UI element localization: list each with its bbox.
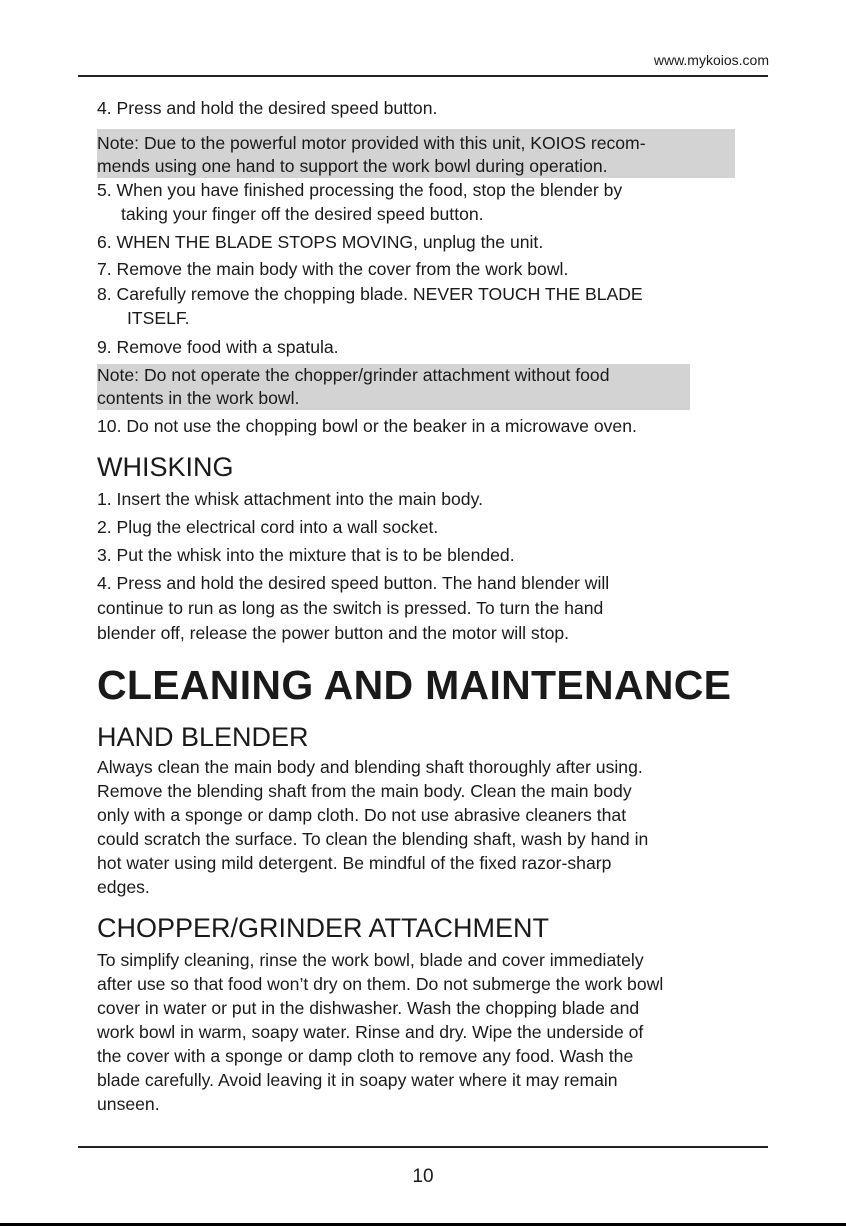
step-text: 8. Carefully remove the chopping blade. NEVER TOUCH THE BLADE [97, 284, 643, 304]
body-line: only with a sponge or damp cloth. Do not use abrasive cleaners that [97, 805, 627, 825]
step-text: 7. Remove the main body with the cover from the work bowl. [97, 259, 569, 279]
step-text: 6. WHEN THE BLADE STOPS MOVING, unplug the unit. [97, 232, 544, 252]
website-url: www.mykoios.com [653, 52, 769, 68]
body-line: blade carefully. Avoid leaving it in soapy water where it may remain [97, 1070, 618, 1090]
step-text: 3. Put the whisk into the mixture that is to be blended. [97, 545, 515, 565]
note-text: contents in the work bowl. [97, 388, 300, 408]
body-line: To simplify cleaning, rinse the work bowl, blade and cover immediately [97, 950, 644, 970]
step-text: taking your finger off the desired speed button. [121, 204, 484, 224]
step-text: 2. Plug the electrical cord into a wall socket. [97, 517, 439, 537]
body-line: Remove the blending shaft from the main body. Clean the main body [97, 781, 632, 801]
page-title: CLEANING AND MAINTENANCE [97, 662, 732, 708]
step-text: 1. Insert the whisk attachment into the main body. [97, 489, 483, 509]
step-text: ITSELF. [127, 308, 190, 328]
section-heading-whisking: WHISKING [97, 452, 234, 482]
section-heading-chopper: CHOPPER/GRINDER ATTACHMENT [97, 913, 550, 943]
page-number: 10 [412, 1166, 434, 1187]
step-text: continue to run as long as the switch is pressed. To turn the hand [97, 598, 604, 618]
step-text: 9. Remove food with a spatula. [97, 337, 339, 357]
body-line: the cover with a sponge or damp cloth to remove any food. Wash the [97, 1046, 634, 1066]
step-text: 4. Press and hold the desired speed button. The hand blender will [97, 573, 610, 593]
body-line: cover in water or put in the dishwasher. Wash the chopping blade and [97, 998, 640, 1018]
section-heading-hand-blender: HAND BLENDER [97, 722, 309, 752]
note-text: Note: Due to the powerful motor provided with this unit, KOIOS recom- [97, 133, 646, 153]
step-text: 4. Press and hold the desired speed button. [97, 98, 438, 118]
note-text: mends using one hand to support the work bowl during operation. [97, 156, 608, 176]
body-line: could scratch the surface. To clean the blending shaft, wash by hand in [97, 829, 649, 849]
body-line: unseen. [97, 1094, 160, 1114]
footer-rule [78, 1146, 768, 1148]
step-text: 10. Do not use the chopping bowl or the beaker in a microwave oven. [97, 416, 637, 436]
body-line: hot water using mild detergent. Be mindful of the fixed razor-sharp [97, 853, 612, 873]
note-text: Note: Do not operate the chopper/grinder attachment without food [97, 365, 610, 385]
header-rule [78, 75, 768, 77]
body-line: edges. [97, 877, 150, 897]
step-text: blender off, release the power button and the motor will stop. [97, 623, 570, 643]
step-text: 5. When you have finished processing the food, stop the blender by [97, 180, 623, 200]
body-line: work bowl in warm, soapy water. Rinse and dry. Wipe the underside of [97, 1022, 644, 1042]
body-line: after use so that food won’t dry on them. Do not submerge the work bowl [97, 974, 664, 994]
body-line: Always clean the main body and blending shaft thoroughly after using. [97, 757, 643, 777]
